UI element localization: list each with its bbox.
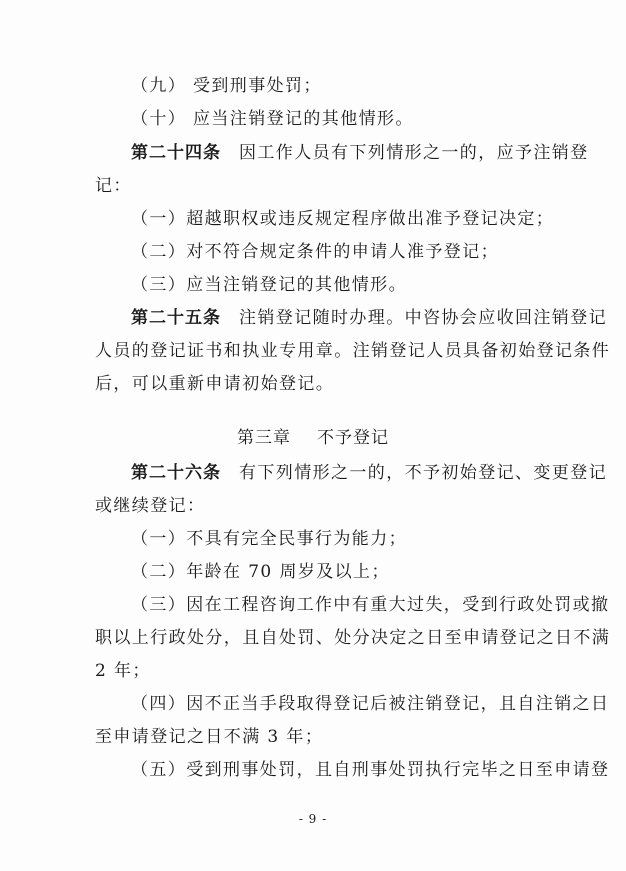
list-item: （三）因在工程咨询工作中有重大过失，受到行政处罚或撤 [131,595,610,615]
paragraph-line: 职以上行政处分，且自处罚、处分决定之日至申请登记之日不满 [95,628,611,648]
list-item: （三）应当注销登记的其他情形。 [131,275,407,295]
list-item: （二）对不符合规定条件的申请人准予登记； [131,242,499,262]
clause-10: （十） 应当注销登记的其他情形。 [131,109,414,129]
paragraph-line: 后，可以重新申请初始登记。 [95,374,335,394]
paragraph-line: 2 年； [95,661,151,681]
chapter-heading: 第三章 不予登记 [237,428,389,448]
list-item: （一）不具有完全民事行为能力； [131,529,407,549]
article-25-heading-line: 第二十五条 注销登记随时办理。中咨协会应收回注销登记 [131,308,607,328]
paragraph-line: 或继续登记： [95,496,206,516]
paragraph-line: 至申请登记之日不满 3 年； [95,727,324,747]
paragraph-line: 人员的登记证书和执业专用章。注销登记人员具备初始登记条件 [95,341,611,361]
list-item: （一）超越职权或违反规定程序做出准予登记决定； [131,209,555,229]
page-number: - 9 - [298,812,328,826]
article-number: 第二十六条 [131,463,221,483]
article-number: 第二十四条 [131,143,221,163]
article-number: 第二十五条 [131,308,221,328]
article-24-heading-line: 第二十四条 因工作人员有下列情形之一的，应予注销登 [131,143,589,163]
list-item: （五）受到刑事处罚，且自刑事处罚执行完毕之日至申请登 [131,760,610,780]
clause-9: （九） 受到刑事处罚； [131,76,322,96]
list-item: （四）因不正当手段取得登记后被注销登记，且自注销之日 [131,694,610,714]
article-26-heading-line: 第二十六条 有下列情形之一的，不予初始登记、变更登记 [131,463,607,483]
paragraph-line: 记： [95,176,132,196]
list-item: （二）年龄在 70 周岁及以上； [131,562,390,582]
